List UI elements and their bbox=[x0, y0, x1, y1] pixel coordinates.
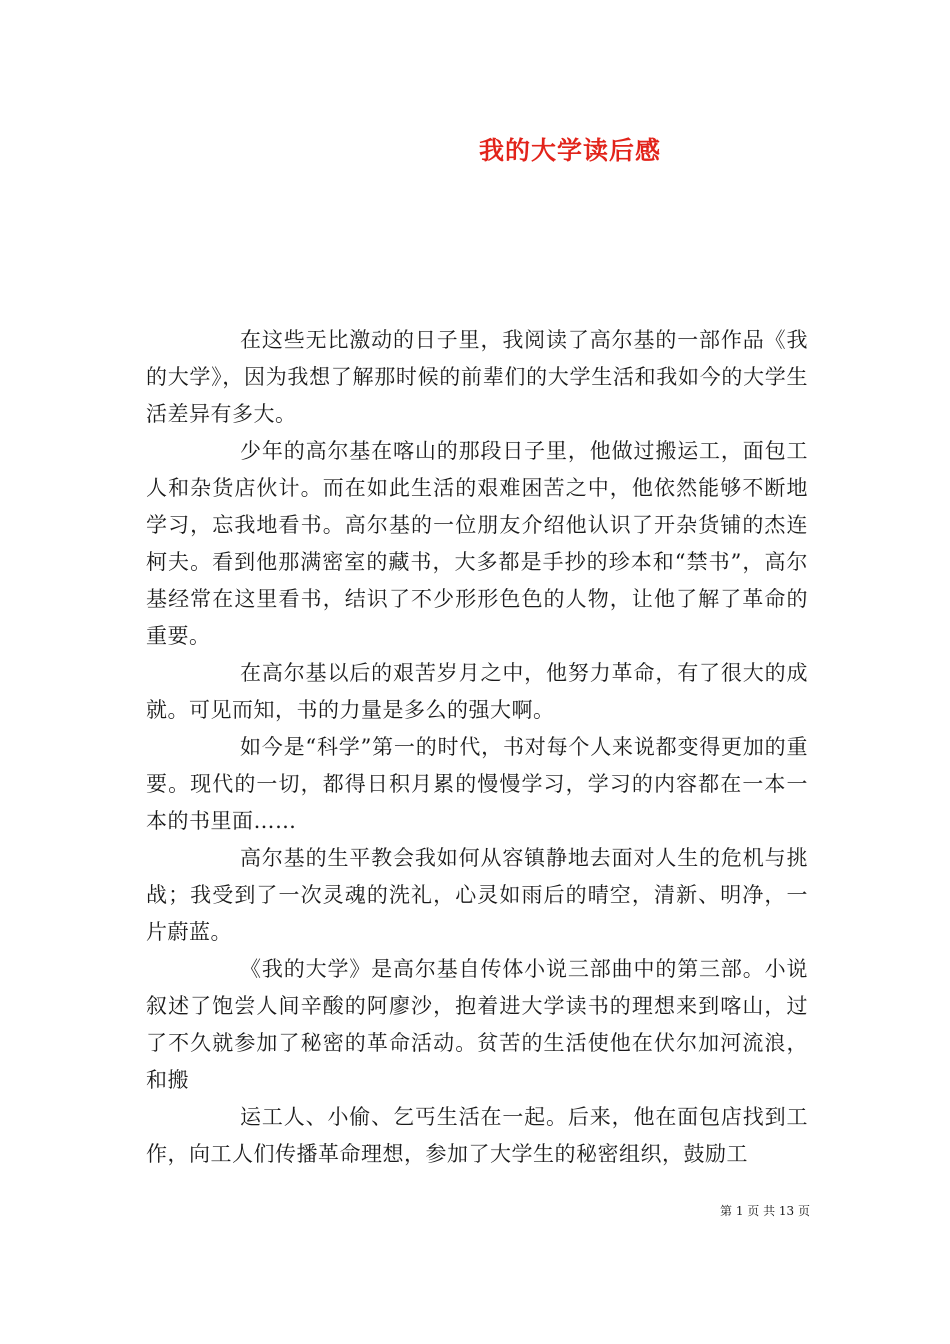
paragraph: 少年的高尔基在喀山的那段日子里，他做过搬运工，面包工人和杂货店伙计。而在如此生活的艰难困苦之中，他依然能够不断地学习，忘我地看书。高尔基的一位朋友介绍他认识了开杂货铺的杰连柯夫。看到他那满密室的藏书，大多都是手抄的珍本和“禁书”，高尔基经常在这里看书，结识了不少形形色色的人物，让他了解了革命的重要。 bbox=[146, 439, 808, 648]
paragraph: 《我的大学》是高尔基自传体小说三部曲中的第三部。小说叙述了饱尝人间辛酸的阿廖沙，抱着进大学读书的理想来到喀山，过了不久就参加了秘密的革命活动。贫苦的生活使他在伏尔加河流浪，和搬 bbox=[146, 957, 808, 1092]
paragraph: 在高尔基以后的艰苦岁月之中，他努力革命，有了很大的成就。可见而知，书的力量是多么的强大啊。 bbox=[146, 661, 808, 722]
page-number-footer: 第 1 页 共 13 页 bbox=[720, 1204, 810, 1218]
paragraph: 高尔基的生平教会我如何从容镇静地去面对人生的危机与挑战；我受到了一次灵魂的洗礼，心灵如雨后的晴空，清新、明净，一片蔚蓝。 bbox=[146, 846, 808, 944]
paragraph: 运工人、小偷、乞丐生活在一起。后来，他在面包店找到工作，向工人们传播革命理想，参加了大学生的秘密组织，鼓励工 bbox=[146, 1105, 808, 1166]
page-title: 我的大学读后感 bbox=[478, 136, 661, 165]
paragraph: 如今是“科学”第一的时代，书对每个人来说都变得更加的重要。现代的一切，都得日积月累的慢慢学习，学习的内容都在一本一本的书里面…… bbox=[146, 735, 808, 833]
document-body bbox=[146, 322, 808, 1173]
paragraph: 在这些无比激动的日子里，我阅读了高尔基的一部作品《我的大学》，因为我想了解那时候的前辈们的大学生活和我如今的大学生活差异有多大。 bbox=[146, 328, 808, 426]
